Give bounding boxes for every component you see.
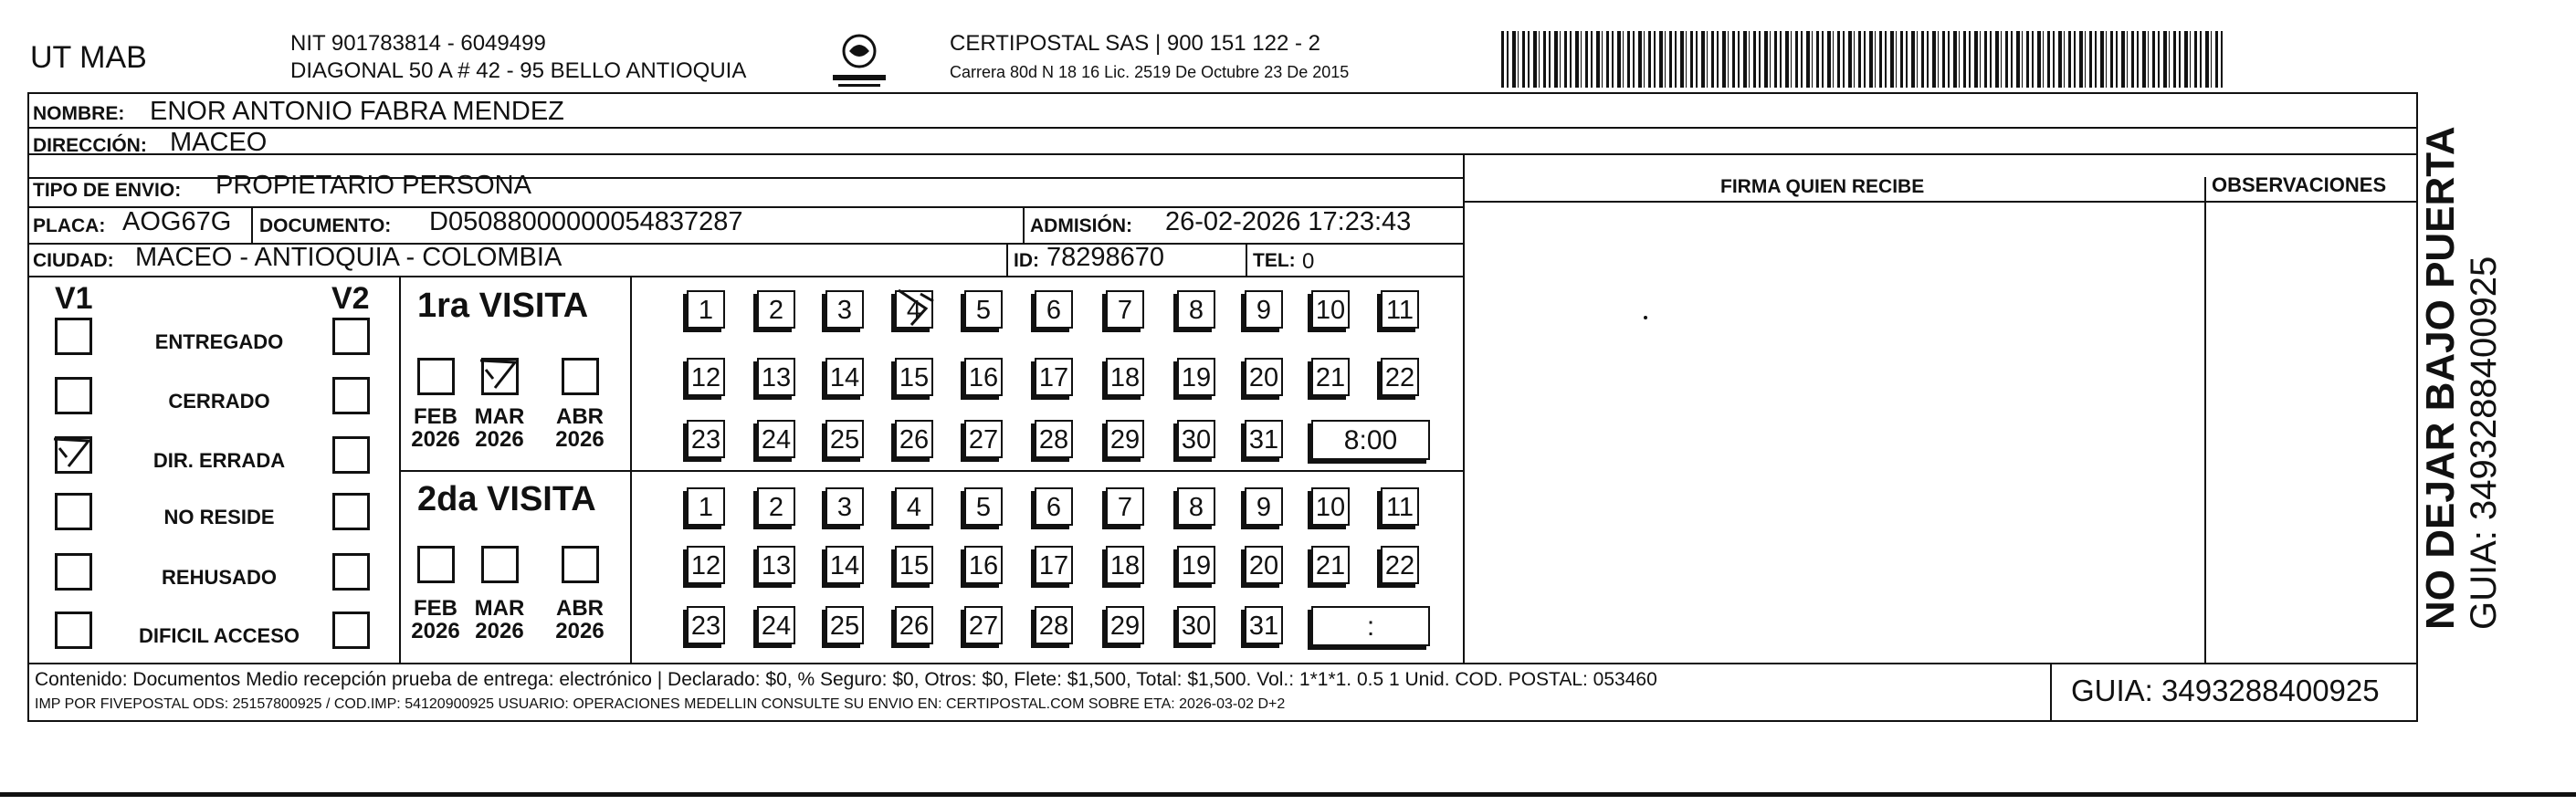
visit1-day-box[interactable]: 8 [1177,290,1215,329]
visit1-day-box[interactable]: 1 [687,290,725,329]
visit2-day-box[interactable]: 25 [825,606,864,644]
visit1-month-name: MAR [474,404,525,429]
visit2-time-box[interactable]: : [1311,606,1430,646]
visit1-day-box[interactable]: 17 [1035,358,1073,396]
placa-value: AOG67G [122,207,232,236]
certipostal-logo [829,31,889,95]
firma-header: FIRMA QUIEN RECIBE [1720,176,1925,197]
visit2-day-box[interactable]: 17 [1035,546,1073,584]
visit2-day-box[interactable]: 13 [757,546,795,584]
visit2-day-box[interactable]: 6 [1035,487,1073,526]
visit1-day-box[interactable]: 21 [1311,358,1350,396]
side-guia: GUIA: 3493288400925 [2464,256,2504,630]
signature-area [1465,203,2203,661]
id-value: 78298670 [1046,243,1165,272]
certipostal-logo-icon [829,31,889,95]
tel-value: 0 [1302,249,1315,274]
status-option-label: NO RESIDE [163,506,275,528]
visit1-day-box[interactable]: 12 [687,358,725,396]
visit2-day-box[interactable]: 26 [895,606,933,644]
visit1-month-checkbox[interactable] [481,358,519,395]
footer-contenido: Contenido: Documentos Medio recepción prueba de entrega: electrónico | Declarado: $0, % Seguro: $0, Otros: $0, Flete: $1,500, Total: $1,500. Vol.: 1*1*1. 0.5 1 Unid. COD. POSTAL: 053460 [35,669,1657,690]
visit1-day-box[interactable]: 25 [825,420,864,458]
visit1-day-box[interactable]: 2 [757,290,795,329]
visit2-day-box[interactable]: 4 [895,487,933,526]
visit2-day-box[interactable]: 29 [1106,606,1144,644]
v1-checkbox[interactable] [55,553,92,591]
visit1-day-box[interactable]: 3 [825,290,864,329]
visit2-day-box[interactable]: 20 [1245,546,1283,584]
visit2-day-box[interactable]: 19 [1177,546,1215,584]
visit1-month-label [408,405,463,451]
direccion-value: MACEO [170,128,268,157]
visit1-day-box[interactable]: 15 [895,358,933,396]
visit1-month-label [552,405,607,451]
direccion-label: DIRECCIÓN: [33,135,147,156]
visit1-month-checkbox[interactable] [562,358,599,395]
status-option-label: CERRADO [168,390,270,413]
visit2-month-year: 2026 [555,619,605,644]
ciudad-value: MACEO - ANTIOQUIA - COLOMBIA [135,243,563,272]
v2-checkbox[interactable] [332,553,370,591]
sender-nit: NIT 901783814 - 6049499 [290,31,546,56]
visit2-day-box[interactable]: 23 [687,606,725,644]
visit2-day-box[interactable]: 9 [1245,487,1283,526]
visit2-month-name: MAR [474,596,525,621]
observations-area [2206,203,2416,661]
visit1-day-box[interactable]: 9 [1245,290,1283,329]
visit1-day-box[interactable]: 31 [1245,420,1283,458]
visit1-month-year: 2026 [475,427,524,453]
visit1-day-box[interactable]: 23 [687,420,725,458]
company-name: UT MAB [30,40,147,75]
visit2-day-box[interactable]: 5 [964,487,1003,526]
visit1-day-box[interactable]: 26 [895,420,933,458]
v1-header: V1 [55,281,93,316]
visit1-day-box[interactable]: 13 [757,358,795,396]
documento-label: DOCUMENTO: [259,215,392,236]
visit1-day-box[interactable]: 10 [1311,290,1350,329]
visit1-day-box[interactable]: 22 [1381,358,1419,396]
visit2-title: 2da VISITA [417,480,596,518]
visit1-day-box[interactable]: 6 [1035,290,1073,329]
visit1-month-name: ABR [556,404,604,429]
visit1-day-box[interactable]: 7 [1106,290,1144,329]
carrier-name: CERTIPOSTAL SAS | 900 151 122 - 2 [950,31,1320,56]
v1-check-mark-icon [52,430,96,474]
visit2-day-box[interactable]: 16 [964,546,1003,584]
visit2-month-label [408,597,463,643]
visit2-day-box[interactable]: 7 [1106,487,1144,526]
v2-checkbox[interactable] [332,493,370,530]
visit1-day-box[interactable]: 28 [1035,420,1073,458]
visit2-month-name: ABR [556,596,604,621]
visit1-day-box[interactable]: 27 [964,420,1003,458]
v1-checkbox[interactable] [55,493,92,530]
carrier-license: Carrera 80d N 18 16 Lic. 2519 De Octubre 23 De 2015 [950,63,1350,81]
visit1-day-box[interactable]: 11 [1381,290,1419,329]
visit2-day-box[interactable]: 2 [757,487,795,526]
visit1-day-box[interactable]: 14 [825,358,864,396]
visit1-month-check-mark-icon [478,351,522,395]
footer-guia: GUIA: 3493288400925 [2071,674,2380,707]
v2-checkbox[interactable] [332,318,370,355]
visit1-month-year: 2026 [411,427,460,453]
tipo-envio-value: PROPIETARIO PERSONA [216,171,531,200]
visit2-day-box[interactable]: 18 [1106,546,1144,584]
ciudad-label: CIUDAD: [33,250,114,271]
visit2-day-box[interactable]: 15 [895,546,933,584]
v2-checkbox[interactable] [332,436,370,474]
sender-address: DIAGONAL 50 A # 42 - 95 BELLO ANTIOQUIA [290,58,747,83]
visit2-month-year: 2026 [411,619,460,644]
visit2-day-box[interactable]: 31 [1245,606,1283,644]
visit2-month-checkbox[interactable] [562,546,599,583]
visit1-day-box[interactable]: 16 [964,358,1003,396]
visit2-month-label [552,597,607,643]
v2-checkbox[interactable] [332,377,370,414]
status-option-label: ENTREGADO [154,330,284,353]
visit1-month-label [472,405,527,451]
v2-checkbox[interactable] [332,612,370,649]
visit2-day-box[interactable]: 3 [825,487,864,526]
tipo-envio-label: TIPO DE ENVIO: [33,180,182,201]
v2-header: V2 [331,281,370,316]
status-option-label: DIR. ERRADA [152,449,286,472]
visit1-month-checkbox[interactable] [417,358,455,395]
visit2-day-box[interactable]: 28 [1035,606,1073,644]
visit1-month-year: 2026 [555,427,605,453]
side-warning: NO DEJAR BAJO PUERTA [2418,126,2463,630]
status-option-label: REHUSADO [162,566,277,589]
status-option-label: DIFICIL ACCESO [138,624,300,647]
visit2-day-box[interactable]: 8 [1177,487,1215,526]
visit1-day-box[interactable]: 4 [895,290,933,329]
visit2-month-year: 2026 [475,619,524,644]
visit1-day-box[interactable]: 20 [1245,358,1283,396]
visit2-day-box[interactable]: 14 [825,546,864,584]
tel-label: TEL: [1253,250,1296,271]
admision-value: 26-02-2026 17:23:43 [1165,207,1412,236]
visit1-day-box[interactable]: 30 [1177,420,1215,458]
visit2-day-box[interactable]: 27 [964,606,1003,644]
visit1-day-box[interactable]: 19 [1177,358,1215,396]
v1-checkbox[interactable] [55,436,92,474]
visit2-month-label [472,597,527,643]
admision-label: ADMISIÓN: [1030,215,1132,236]
visit2-day-box[interactable]: 24 [757,606,795,644]
shipment-barcode [1501,31,2223,88]
visit1-month-name: FEB [414,404,457,429]
visit2-day-box[interactable]: 12 [687,546,725,584]
visit2-day-box[interactable]: 1 [687,487,725,526]
visit1-day-check-mark-icon [893,285,939,330]
v1-checkbox[interactable] [55,377,92,414]
visit2-day-box[interactable]: 30 [1177,606,1215,644]
visit1-title: 1ra VISITA [417,287,589,325]
visit2-day-box[interactable]: 11 [1381,487,1419,526]
v1-checkbox[interactable] [55,318,92,355]
observaciones-header: OBSERVACIONES [2212,173,2387,196]
visit2-month-checkbox[interactable] [417,546,455,583]
bottom-divider [0,792,2576,797]
nombre-label: NOMBRE: [33,103,125,124]
visit2-day-box[interactable]: 21 [1311,546,1350,584]
visit1-day-box[interactable]: 29 [1106,420,1144,458]
documento-value: D05088000000054837287 [429,207,743,236]
visit1-day-box[interactable]: 24 [757,420,795,458]
visit2-day-box[interactable]: 22 [1381,546,1419,584]
visit1-day-box[interactable]: 5 [964,290,1003,329]
visit1-time-box[interactable]: 8:00 [1311,420,1430,460]
placa-label: PLACA: [33,215,106,236]
id-label: ID: [1014,250,1039,271]
v1-checkbox[interactable] [55,612,92,649]
footer-imp: IMP POR FIVEPOSTAL ODS: 25157800925 / COD.IMP: 54120900925 USUARIO: OPERACIONES MEDELLIN CONSULTE SU ENVIO EN: CERTIPOSTAL.COM SOBRE ETA: 2026-03-02 D+2 [35,696,1286,712]
visit1-day-box[interactable]: 18 [1106,358,1144,396]
nombre-value: ENOR ANTONIO FABRA MENDEZ [150,97,564,126]
visit2-month-checkbox[interactable] [481,546,519,583]
visit2-day-box[interactable]: 10 [1311,487,1350,526]
visit2-month-name: FEB [414,596,457,621]
